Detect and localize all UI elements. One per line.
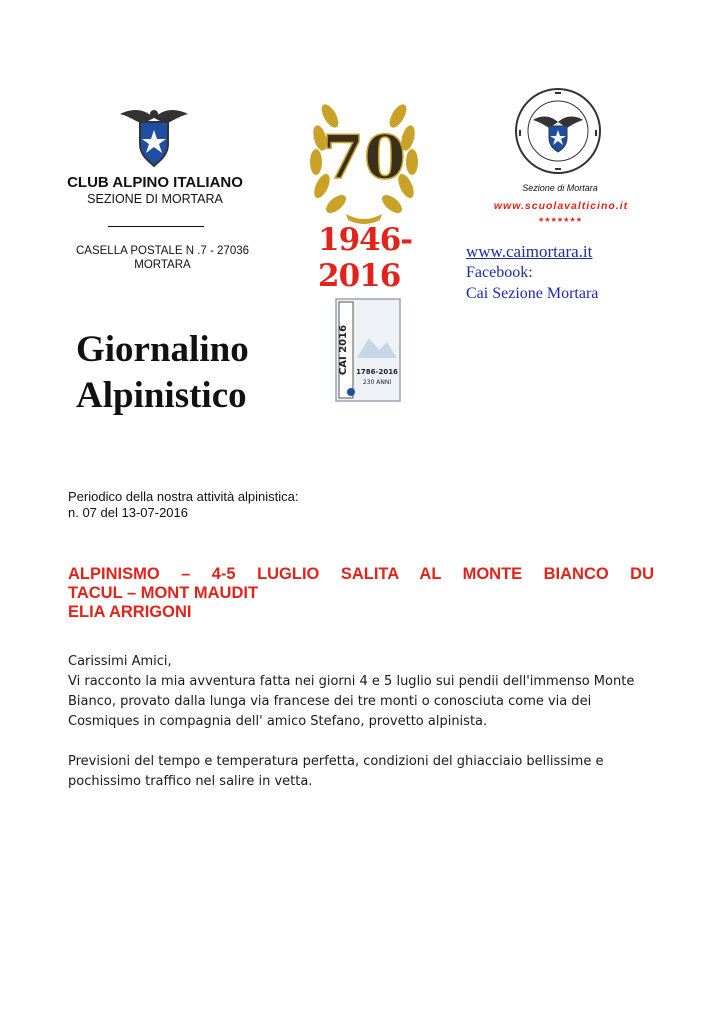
article-heading: [68, 565, 654, 622]
school-website-link[interactable]: www.scuolavalticino.it: [493, 200, 629, 212]
article-title-line2: TACUL – MONT MAUDIT: [68, 584, 259, 602]
newsletter-title-line2: Alpinistico: [76, 375, 247, 416]
periodical-description: Periodico della nostra attività alpinistica:: [68, 489, 299, 504]
cai-eagle-logo: [118, 100, 190, 170]
stamp-text: CAI 2016: [338, 324, 349, 376]
facebook-page-name[interactable]: Cai Sezione Mortara: [466, 285, 599, 302]
stars-separator: *******: [539, 216, 583, 228]
stamp-anni: 230 ANNI: [362, 379, 392, 386]
cai-website-link[interactable]: www.caimortara.it: [466, 242, 593, 261]
stamp-years: 1786-2016: [356, 368, 398, 376]
facebook-label: Facebook:: [466, 264, 533, 281]
article-paragraph-1: Vi racconto la mia avventura fatta nei giorni 4 e 5 luglio sui pendii dell'immenso Monte Bianco, provato dalla lunga via francese dei tre monti o conosciuta come via dei Cosmiques in compagnia dell' amico Stefano, provetto alpinista.: [68, 674, 635, 729]
anniversary-number: 70: [322, 123, 406, 193]
article-paragraph-2: Previsioni del tempo e temperatura perfetta, condizioni del ghiacciaio bellissime e pochissimo traffico nel salire in vetta.: [68, 754, 604, 789]
issue-number-date: n. 07 del 13-07-2016: [68, 505, 188, 520]
anniversary-years-end: 2016: [318, 258, 401, 294]
alpine-school-logo: [513, 86, 603, 176]
newsletter-title-line1: Giornalino: [76, 329, 249, 370]
article-greeting: Carissimi Amici,: [68, 654, 172, 669]
section-label: Sezione di Mortara: [522, 183, 598, 193]
postbox-town: MORTARA: [134, 259, 191, 271]
article-title-line1: ALPINISMO – 4-5 LUGLIO SALITA AL MONTE BIANCO DU: [68, 565, 654, 583]
postbox-address: CASELLA POSTALE N .7 - 27036: [75, 245, 250, 257]
section-name: SEZIONE DI MORTARA: [87, 192, 223, 206]
article-author: ELIA ARRIGONI: [68, 603, 192, 621]
cai-2016-stamp: [335, 298, 401, 402]
anniversary-years-start: 1946-: [318, 222, 413, 258]
article-body: [68, 652, 658, 792]
laurel-wreath-70-emblem: [302, 86, 426, 226]
divider-line: [108, 226, 204, 227]
club-name: CLUB ALPINO ITALIANO: [67, 174, 243, 191]
